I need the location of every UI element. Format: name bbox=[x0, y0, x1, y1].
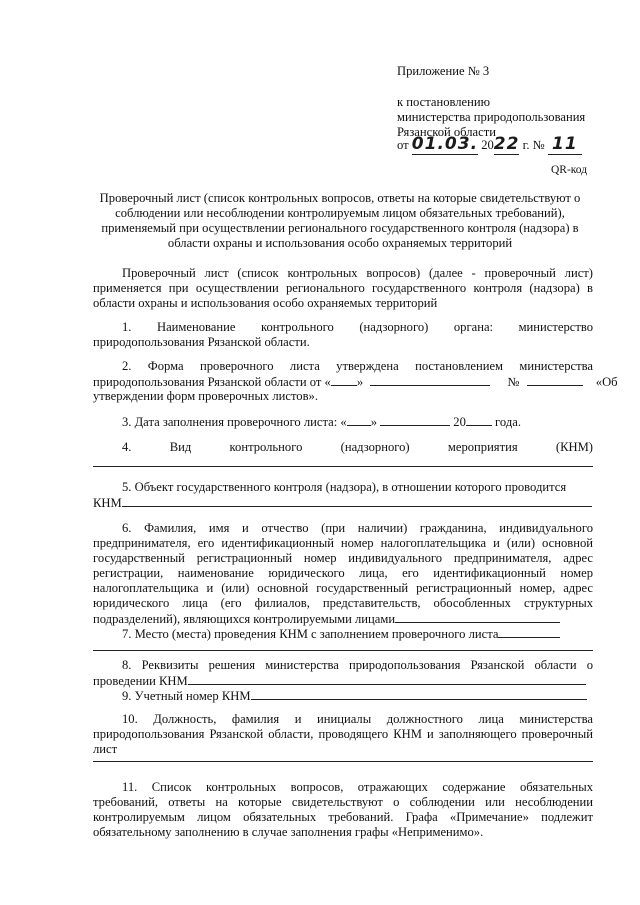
blank-month-field[interactable] bbox=[370, 374, 490, 386]
item-6-fill-line[interactable] bbox=[395, 611, 560, 623]
item-7-fill-line[interactable] bbox=[498, 626, 560, 638]
item-11-line-1: 11. Список контрольных вопросов, отражающих содержание обязательных bbox=[122, 780, 593, 794]
fill-date-month[interactable] bbox=[380, 414, 450, 426]
item-3-century: 20 bbox=[453, 415, 466, 429]
resolution-date-line bbox=[397, 134, 582, 155]
item-3-quote: » bbox=[370, 415, 377, 429]
fill-date-day[interactable] bbox=[347, 414, 371, 426]
item-6-line-2: предпринимателя, его идентификационный номер налогоплательщика и (или) основной bbox=[93, 536, 593, 550]
date-prefix: от bbox=[397, 138, 409, 152]
item-6-line-5: налогоплательщика и (или) основной государственный регистрационный номер, адрес bbox=[93, 581, 593, 595]
item-2-date-open: природопользования Рязанской области от « bbox=[93, 375, 331, 389]
item-7 bbox=[122, 626, 593, 642]
item-2-line-1: 2. Форма проверочного листа утверждена постановлением министерства bbox=[122, 359, 593, 373]
title-line-4: области охраны и использования особо охраняемых территорий bbox=[167, 236, 513, 250]
item-3-label: 3. Дата заполнения проверочного листа: « bbox=[122, 415, 347, 429]
item-9-fill-line[interactable] bbox=[251, 688, 587, 700]
fill-date-year[interactable] bbox=[466, 414, 492, 426]
region-name: Рязанской области bbox=[397, 125, 496, 139]
blank-number-field[interactable] bbox=[527, 374, 583, 386]
item-10-line-2: природопользования Рязанской области, проводящего КНМ и заполняющего проверочный bbox=[93, 727, 593, 741]
intro-line-1: Проверочный лист (список контрольных вопросов) (далее - проверочный лист) bbox=[122, 266, 593, 280]
item-8-text: проведении КНМ bbox=[93, 674, 188, 688]
number-prefix: г. № bbox=[522, 138, 545, 152]
item-6-line-4: регистрации, наименование юридического лица, его идентификационный номер bbox=[93, 566, 593, 580]
handwritten-year: 22 bbox=[493, 134, 520, 154]
item-2-line-3: утверждении форм проверочных листов». bbox=[93, 389, 318, 403]
item-3 bbox=[122, 414, 593, 430]
item-8-line-2 bbox=[93, 673, 593, 689]
item-2-date-close: » bbox=[356, 375, 364, 389]
title-line-2: соблюдении или несоблюдении контролируемым лицом обязательных требований), bbox=[115, 206, 565, 220]
item-4-fill-line[interactable] bbox=[93, 466, 593, 467]
item-6-line-3: государственный регистрационный номер индивидуального предпринимателя, адрес bbox=[93, 551, 593, 565]
item-2-line-2 bbox=[93, 374, 618, 390]
item-5-fill-line[interactable] bbox=[122, 495, 592, 507]
item-10-line-1: 10. Должность, фамилия и инициалы должностного лица министерства bbox=[122, 712, 593, 726]
item-6-line-1: 6. Фамилия, имя и отчество (при наличии) гражданина, индивидуального bbox=[122, 521, 593, 535]
qr-code-label: QR-код bbox=[551, 164, 588, 176]
resolution-ref: к постановлению bbox=[397, 95, 491, 109]
item-8-fill-line[interactable] bbox=[188, 673, 586, 685]
item-5-knm: КНМ bbox=[93, 496, 122, 510]
item-3-year-word: года. bbox=[495, 415, 521, 429]
item-11-line-2: требований, ответы на которые свидетельствуют о соблюдении или несоблюдении bbox=[93, 795, 593, 809]
item-10-fill-line[interactable] bbox=[93, 761, 593, 762]
item-8-line-1: 8. Реквизиты решения министерства природопользования Рязанской области о bbox=[122, 658, 593, 672]
intro-line-3: области охраны и использования особо охраняемых территорий bbox=[93, 296, 438, 310]
item-4: 4. Вид контрольного (надзорного) мероприятия (КНМ) bbox=[122, 440, 593, 454]
item-7-fill-line-2[interactable] bbox=[93, 650, 593, 651]
handwritten-number: 11 bbox=[548, 134, 582, 155]
item-10-line-3: лист bbox=[93, 742, 118, 756]
item-7-text: 7. Место (места) проведения КНМ с заполнением проверочного листа bbox=[122, 627, 499, 641]
item-9-text: 9. Учетный номер КНМ bbox=[122, 689, 251, 703]
date-year-prefix: 20 bbox=[481, 138, 494, 152]
appendix-number: Приложение № 3 bbox=[397, 64, 490, 78]
intro-line-2: применяется при осуществлении регионального государственного контроля (надзора) в bbox=[93, 281, 593, 295]
item-5-line-1: 5. Объект государственного контроля (надзора), в отношении которого проводится bbox=[122, 480, 567, 494]
title-line-1: Проверочный лист (список контрольных вопросов, ответы на которые свидетельствуют о bbox=[99, 191, 581, 205]
item-11-line-3: контролируемым лицом обязательных требований. Графа «Примечание» подлежит bbox=[93, 810, 593, 824]
item-11-line-4: обязательному заполнению в случае заполнения графы «Неприменимо». bbox=[93, 825, 484, 839]
item-1-line-1: 1. Наименование контрольного (надзорного) органа: министерство bbox=[122, 320, 593, 334]
item-6-line-6: юридического лица (его филиалов, представительств, обособленных структурных bbox=[93, 596, 593, 610]
item-6-last-text: подразделений), являющихся контролируемыми лицами bbox=[93, 612, 396, 626]
item-1-line-2: природопользования Рязанской области. bbox=[93, 335, 310, 349]
title-line-3: применяемый при осуществлении регионального государственного контроля (надзора) в bbox=[101, 221, 579, 235]
item-5-line-2 bbox=[93, 495, 593, 511]
blank-day-field[interactable] bbox=[331, 374, 357, 386]
item-2-title-open: «Об bbox=[595, 375, 618, 389]
item-9 bbox=[122, 688, 593, 704]
handwritten-day-month: 01.03. bbox=[411, 134, 479, 154]
item-6-line-7 bbox=[93, 611, 593, 627]
item-2-number-sign: № bbox=[507, 375, 520, 389]
ministry-name: министерства природопользования bbox=[397, 110, 586, 124]
